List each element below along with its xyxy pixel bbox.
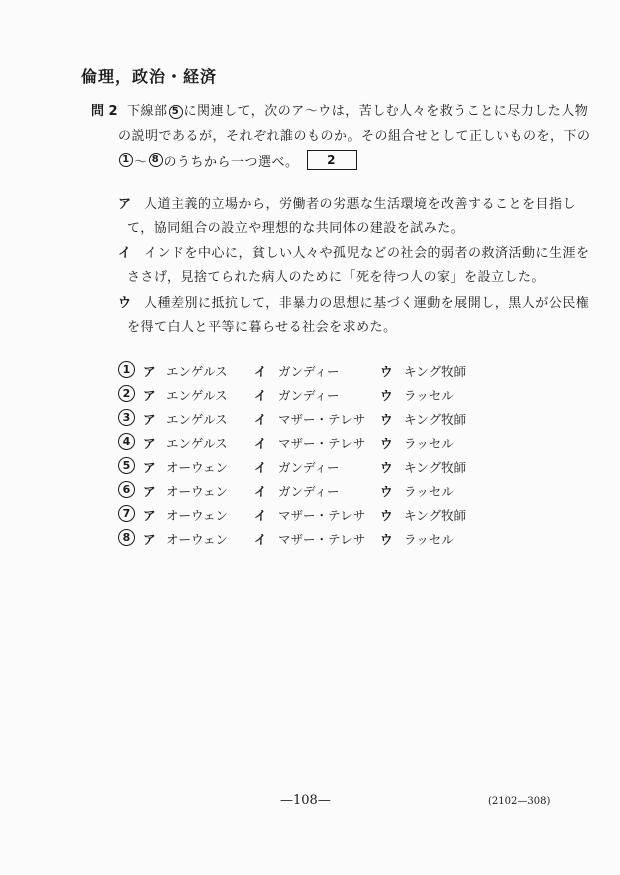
label-i: イ [254, 532, 267, 547]
page-number: —108— [280, 793, 331, 808]
statement-a-line-1 [118, 193, 576, 212]
exam-code: (2102—308) [488, 796, 551, 807]
choice-a-value: エンゲルス [166, 364, 228, 379]
choice-number: 7 [118, 505, 135, 522]
label-a: ア [143, 484, 156, 499]
choice-u-value: ラッセル [404, 484, 454, 499]
range-end-marker: 8 [149, 153, 163, 167]
choice-i-value: マザー・テレサ [278, 412, 366, 427]
underline-marker: 5 [169, 105, 183, 119]
label-i: イ [254, 412, 267, 427]
choice-i-value: マザー・テレサ [278, 532, 366, 547]
choice-number: 8 [118, 529, 135, 546]
label-a: ア [143, 388, 156, 403]
label-i: イ [254, 460, 267, 475]
choice-u-value: ラッセル [404, 436, 454, 451]
question-line-3-text: のうちから一つ選べ。 [163, 154, 299, 170]
statement-a-text-1: 人道主義的立場から，労働者の劣悪な生活環境を改善することを目指し [144, 197, 577, 212]
section-title: 倫理，政治・経済 [81, 67, 218, 86]
question-line-3 [118, 150, 357, 170]
choice-i-value: ガンディー [278, 364, 340, 379]
statement-i-text-1: インドを中心に，貧しい人々や孤児などの社会的弱者の救済活動に生涯を [144, 246, 590, 261]
label-i: イ [254, 484, 267, 499]
choice-i-value: マザー・テレサ [278, 436, 366, 451]
label-a: ア [143, 508, 156, 523]
label-i: イ [254, 508, 267, 523]
question-line-1-post: に関連して，次のア～ウは，苦しむ人々を救うことに尽力した人物 [183, 104, 589, 119]
choice-i-value: マザー・テレサ [278, 508, 366, 523]
label-i: イ [254, 364, 267, 379]
label-a: ア [143, 436, 156, 451]
choice-a-value: オーウェン [166, 460, 229, 475]
choice-u-value: キング牧師 [404, 460, 467, 475]
label-u: ウ [380, 364, 393, 379]
statement-u-text-1: 人種差別に抵抗して，非暴力の思想に基づく運動を展開し，黒人が公民権 [144, 296, 590, 311]
statement-i-line-2: ささげ，見捨てられた病人のために「死を待つ人の家」を設立した。 [127, 270, 545, 285]
statement-i-line-1 [118, 242, 590, 261]
choice-number: 6 [118, 481, 135, 498]
statement-u-line-2: を得て白人と平等に暮らせる社会を求めた。 [127, 320, 397, 335]
label-i: イ [254, 436, 267, 451]
choice-i-value: ガンディー [278, 460, 340, 475]
label-a: ア [143, 412, 156, 427]
answer-box: 2 [307, 150, 357, 170]
label-u: ウ [380, 436, 393, 451]
label-u: ウ [380, 460, 393, 475]
choice-a-value: エンゲルス [166, 412, 228, 427]
choice-u-value: ラッセル [404, 532, 454, 547]
question-number: 問 2 [91, 104, 118, 119]
choice-a-value: エンゲルス [166, 388, 228, 403]
choice-number: 2 [118, 385, 135, 402]
choice-u-value: キング牧師 [404, 364, 467, 379]
choice-u-value: キング牧師 [404, 412, 467, 427]
label-u: ウ [380, 532, 393, 547]
statement-u-marker: ウ [118, 296, 132, 311]
label-u: ウ [380, 412, 393, 427]
statement-u-line-1 [118, 292, 589, 311]
label-u: ウ [380, 484, 393, 499]
choice-number: 3 [118, 409, 135, 426]
choice-number: 4 [118, 433, 135, 450]
label-u: ウ [380, 388, 393, 403]
choice-u-value: キング牧師 [404, 508, 467, 523]
question-line-1-pre: 下線部 [127, 104, 168, 119]
choice-i-value: ガンディー [278, 484, 340, 499]
range-separator: ～ [134, 154, 148, 170]
statement-i-marker: イ [118, 246, 132, 261]
statement-a-line-2: て，協同組合の設立や理想的な共同体の建設を試みた。 [127, 221, 465, 236]
choice-a-value: オーウェン [166, 532, 229, 547]
choice-a-value: エンゲルス [166, 436, 228, 451]
range-start-marker: 1 [119, 153, 133, 167]
choice-u-value: ラッセル [404, 388, 454, 403]
label-a: ア [143, 532, 156, 547]
choice-number: 1 [118, 361, 135, 378]
label-u: ウ [380, 508, 393, 523]
statement-a-marker: ア [118, 197, 132, 212]
question-line-2: の説明であるが，それぞれ誰のものか。その組合せとして正しいものを，下の [118, 129, 591, 144]
question-line-1 [127, 100, 588, 119]
choice-i-value: ガンディー [278, 388, 340, 403]
label-a: ア [143, 460, 156, 475]
label-i: イ [254, 388, 267, 403]
choice-a-value: オーウェン [166, 508, 229, 523]
label-a: ア [143, 364, 156, 379]
choice-a-value: オーウェン [166, 484, 229, 499]
choice-number: 5 [118, 457, 135, 474]
